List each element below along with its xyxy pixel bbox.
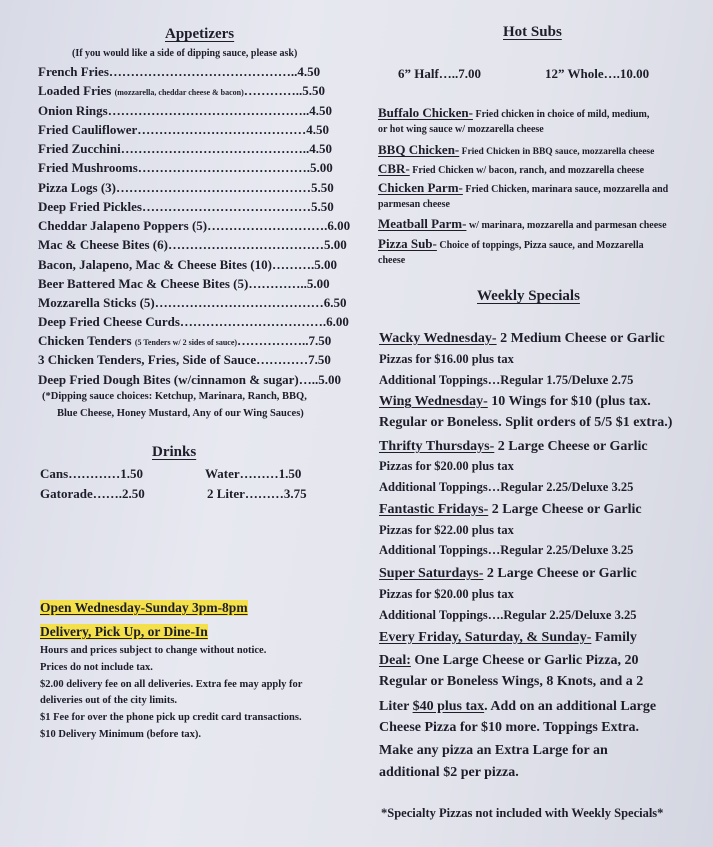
drink-item: 2 Liter………3.75	[207, 486, 307, 501]
appetizer-price: 5.50	[310, 180, 334, 195]
appetizer-item	[38, 64, 320, 80]
appetizer-item	[38, 122, 329, 138]
sub-item-desc: cheese	[378, 255, 406, 266]
appetizer-price: 5.50	[310, 199, 334, 214]
appetizer-price: 5.00	[323, 237, 347, 252]
sub-item-desc: or hot wing sauce w/ mozzarella cheese	[378, 124, 544, 135]
drink-item: Cans…………1.50	[40, 466, 143, 481]
policy-note: deliveries out of the city limits.	[40, 695, 178, 706]
appetizer-item	[38, 295, 346, 311]
appetizer-item	[38, 257, 337, 273]
special-line: Liter $40 plus tax. Add on an additional Large	[379, 699, 657, 714]
special-toppings: Additional Toppings…Regular 1.75/Deluxe 2.75	[379, 373, 634, 387]
sub-half-price: 6” Half…..7.00	[398, 66, 482, 81]
appetizer-item	[38, 218, 350, 234]
special-line: Pizzas for $20.00 plus tax	[379, 459, 514, 473]
appetizer-name: Beer Battered Mac & Cheese Bites (5)	[38, 276, 249, 291]
special-family-deal: Every Friday, Saturday, & Sunday- Family	[379, 630, 637, 645]
appetizer-price: 5.00	[318, 372, 341, 387]
appetizers-title: Appetizers	[165, 26, 235, 42]
appetizer-item	[38, 103, 332, 119]
appetizer-name: Onion Rings	[38, 103, 108, 118]
appetizer-price: 7.50	[308, 333, 332, 348]
appetizer-name: Fried Zucchini	[38, 141, 121, 156]
sub-item: Buffalo Chicken- Fried chicken in choice of mild, medium,	[378, 105, 650, 120]
dot-leader: …………..	[248, 276, 307, 291]
policy-note: $10 Delivery Minimum (before tax).	[40, 729, 202, 740]
special-thrifty-thursdays: Thrifty Thursdays- 2 Large Cheese or Garlic	[379, 439, 648, 454]
appetizer-name: Pizza Logs (3)	[38, 180, 116, 195]
dot-leader: ………………………………………..	[107, 103, 310, 118]
appetizers-subtitle: (If you would like a side of dipping sauce, please ask)	[72, 48, 298, 59]
dot-leader: ………………………………………	[115, 180, 311, 195]
appetizer-price: 5.50	[302, 83, 326, 98]
drink-item: Water………1.50	[205, 466, 302, 481]
dot-leader: …………………………………	[137, 122, 307, 137]
dot-leader: ……………..	[237, 333, 309, 348]
special-line: Regular or Boneless. Split orders of 5/5 $1 extra.)	[379, 415, 673, 430]
dot-leader: ……………………….	[207, 218, 328, 233]
sub-item: Meatball Parm- w/ marinara, mozzarella and parmesan cheese	[378, 216, 667, 231]
policy-note: Prices do not include tax.	[40, 662, 153, 673]
appetizer-price: 4.50	[306, 122, 330, 137]
appetizer-item	[38, 372, 341, 388]
special-line: Cheese Pizza for $10 more. Toppings Extra.	[379, 720, 640, 735]
appetizer-note: (mozzarella, cheddar cheese & bacon)	[114, 88, 244, 97]
dot-leader: …..	[298, 372, 319, 387]
special-line: additional $2 per pizza.	[379, 765, 519, 780]
appetizer-name: Fried Cauliflower	[38, 122, 138, 137]
appetizer-item	[38, 276, 330, 292]
dot-leader: …………	[256, 352, 309, 367]
appetizer-name: Mac & Cheese Bites (6)	[38, 237, 168, 252]
policy-note: $2.00 delivery fee on all deliveries. Extra fee may apply for	[40, 679, 303, 690]
dot-leader: ………………………………	[167, 237, 324, 252]
special-line: Make any pizza an Extra Large for an	[379, 743, 608, 758]
dot-leader: …………………………….	[179, 314, 327, 329]
special-line: Pizzas for $22.00 plus tax	[379, 523, 514, 537]
specials-footnote: *Specialty Pizzas not included with Weekly Specials*	[381, 806, 664, 820]
appetizer-item	[38, 237, 347, 253]
appetizer-name: 3 Chicken Tenders, Fries, Side of Sauce	[38, 352, 257, 367]
weekly-specials-title: Weekly Specials	[477, 288, 580, 304]
appetizer-name: French Fries	[38, 64, 109, 79]
sub-whole-price: 12” Whole….10.00	[545, 66, 650, 81]
appetizer-item	[38, 199, 334, 215]
appetizer-name: Deep Fried Cheese Curds	[38, 314, 180, 329]
policy-note: Hours and prices subject to change without notice.	[40, 645, 267, 656]
appetizer-item	[38, 352, 331, 368]
appetizer-price: 6.00	[326, 314, 349, 329]
special-line: Regular or Boneless Wings, 8 Knots, and a 2	[379, 674, 644, 689]
sauce-choices-line2: Blue Cheese, Honey Mustard, Any of our Wing Sauces)	[57, 408, 304, 419]
sub-item: BBQ Chicken- Fried Chicken in BBQ sauce, mozzarella cheese	[378, 142, 655, 157]
sub-item: Chicken Parm- Fried Chicken, marinara sauce, mozzarella and	[378, 180, 669, 195]
appetizer-name: Deep Fried Dough Bites (w/cinnamon & sugar)	[38, 372, 299, 387]
appetizer-price: 5.00	[306, 276, 330, 291]
appetizer-item	[38, 141, 332, 157]
appetizer-price: 4.50	[309, 103, 332, 118]
sub-item: Pizza Sub- Choice of toppings, Pizza sauce, and Mozzarella	[378, 236, 644, 251]
special-fantastic-fridays: Fantastic Fridays- 2 Large Cheese or Garlic	[379, 502, 642, 517]
appetizer-price: 5.00	[310, 160, 333, 175]
dot-leader: …………..	[243, 83, 303, 98]
appetizer-price: 6.50	[323, 295, 347, 310]
hot-subs-title: Hot Subs	[503, 24, 562, 40]
sub-item-desc: parmesan cheese	[378, 199, 450, 210]
hours-line: Open Wednesday-Sunday 3pm-8pm	[40, 600, 248, 615]
special-toppings: Additional Toppings…Regular 2.25/Deluxe 3.25	[379, 480, 634, 494]
appetizer-price: 6.00	[327, 218, 351, 233]
special-toppings: Additional Toppings….Regular 2.25/Deluxe 3.25	[379, 608, 637, 622]
special-wing-wednesday: Wing Wednesday- 10 Wings for $10 (plus tax.	[379, 394, 651, 409]
special-line: Deal: One Large Cheese or Garlic Pizza, 20	[379, 653, 639, 668]
appetizer-name: Chicken Tenders	[38, 333, 132, 348]
dot-leader: ……….	[271, 257, 315, 272]
special-line: Pizzas for $20.00 plus tax	[379, 587, 514, 601]
special-wacky-wednesday: Wacky Wednesday- 2 Medium Cheese or Garlic	[379, 331, 665, 346]
dot-leader: ………………………………….	[137, 160, 311, 175]
appetizer-name: Loaded Fries	[38, 83, 112, 98]
special-toppings: Additional Toppings…Regular 2.25/Deluxe 3.25	[379, 543, 634, 557]
dot-leader: …………………………………	[154, 295, 324, 310]
appetizer-name: Cheddar Jalapeno Poppers (5)	[38, 218, 208, 233]
appetizer-item	[38, 314, 349, 330]
appetizer-item	[38, 180, 334, 196]
appetizer-price: 5.00	[314, 257, 337, 272]
sauce-choices-line1: (*Dipping sauce choices: Ketchup, Marinara, Ranch, BBQ,	[42, 391, 307, 402]
appetizer-price: 4.50	[297, 64, 321, 79]
appetizer-item	[38, 160, 333, 176]
appetizer-name: Bacon, Jalapeno, Mac & Cheese Bites (10)	[38, 257, 272, 272]
appetizer-name: Fried Mushrooms	[38, 160, 138, 175]
dot-leader: ……………………………………..	[108, 64, 298, 79]
appetizer-item	[38, 333, 331, 349]
appetizer-price: 4.50	[309, 141, 332, 156]
drinks-title: Drinks	[152, 444, 197, 460]
appetizer-name: Mozzarella Sticks (5)	[38, 295, 155, 310]
drink-item: Gatorade…….2.50	[40, 486, 145, 501]
sub-item: CBR- Fried Chicken w/ bacon, ranch, and mozzarella cheese	[378, 161, 645, 176]
appetizer-name: Deep Fried Pickles	[38, 199, 142, 214]
appetizer-price: 7.50	[308, 352, 331, 367]
appetizer-item	[38, 83, 325, 99]
service-options-line: Delivery, Pick Up, or Dine-In	[40, 624, 208, 639]
policy-note: $1 Fee for over the phone pick up credit card transactions.	[40, 712, 302, 723]
special-super-saturdays: Super Saturdays- 2 Large Cheese or Garlic	[379, 566, 637, 581]
dot-leader: ……………………………………..	[120, 141, 310, 156]
dot-leader: …………………………………	[141, 199, 311, 214]
special-line: Pizzas for $16.00 plus tax	[379, 352, 514, 366]
appetizer-note: (5 Tenders w/ 2 sides of sauce)	[134, 338, 238, 347]
